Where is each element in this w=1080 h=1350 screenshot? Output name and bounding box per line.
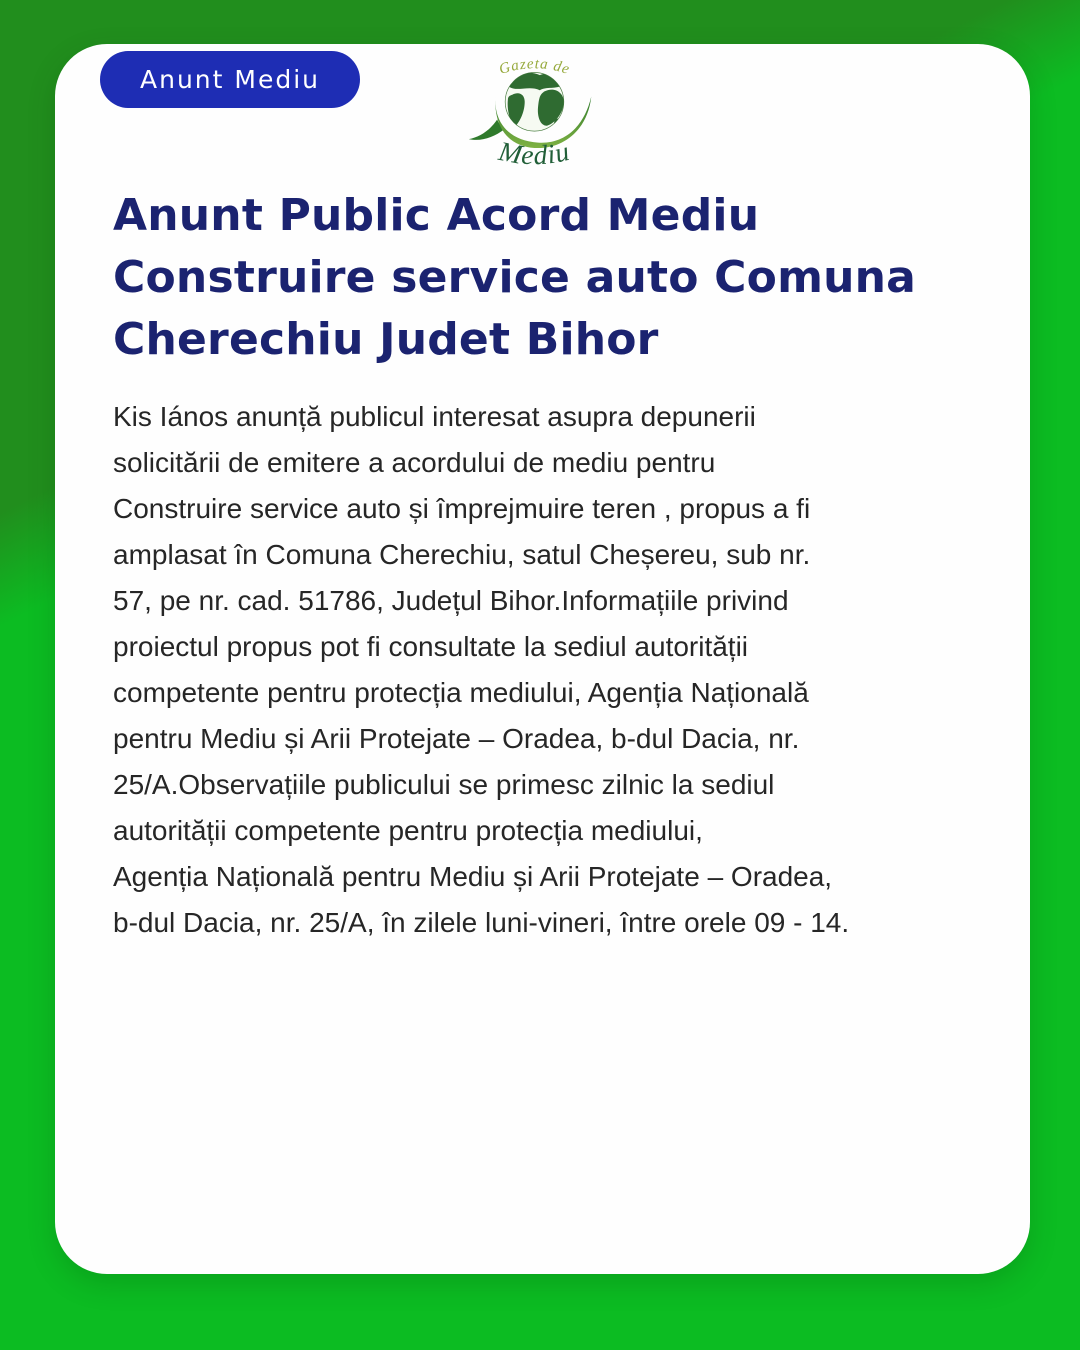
gazeta-de-mediu-logo xyxy=(463,45,605,187)
body-line: Kis Iános anunță publicul interesat asupra depunerii xyxy=(113,401,756,432)
title-line: Cherechiu Judet Bihor xyxy=(113,314,659,365)
logo-graphic xyxy=(463,45,605,187)
logo-bottom-text: Mediu xyxy=(495,134,573,171)
post-body xyxy=(113,394,983,946)
body-line: autorității competente pentru protecția mediului, xyxy=(113,815,703,846)
announcement-card xyxy=(55,44,1030,1274)
body-line: Construire service auto și împrejmuire teren , propus a fi xyxy=(113,493,811,524)
body-line: proiectul propus pot fi consultate la sediul autorității xyxy=(113,631,749,662)
body-line: 25/A.Observațiile publicului se primesc zilnic la sediul xyxy=(113,769,775,800)
title-line: Anunt Public Acord Mediu xyxy=(113,190,760,241)
logo-top-text: Gazeta de xyxy=(496,56,572,78)
body-line: b-dul Dacia, nr. 25/A, în zilele luni-vineri, între orele 09 - 14. xyxy=(113,907,850,938)
body-line: competente pentru protecția mediului, Agenția Națională xyxy=(113,677,809,708)
body-line: pentru Mediu și Arii Protejate – Oradea, b-dul Dacia, nr. xyxy=(113,723,800,754)
body-line: 57, pe nr. cad. 51786, Județul Bihor.Informațiile privind xyxy=(113,585,789,616)
post-title xyxy=(113,185,916,371)
svg-text:Mediu xyxy=(495,135,572,171)
title-line: Construire service auto Comuna xyxy=(113,252,917,303)
body-line: solicitării de emitere a acordului de mediu pentru xyxy=(113,447,716,478)
globe-icon xyxy=(505,73,564,132)
body-line: Agenția Națională pentru Mediu și Arii Protejate – Oradea, xyxy=(113,861,833,892)
body-line: amplasat în Comuna Cherechiu, satul Cheșereu, sub nr. xyxy=(113,539,811,570)
category-badge[interactable]: Anunt Mediu xyxy=(100,51,360,108)
